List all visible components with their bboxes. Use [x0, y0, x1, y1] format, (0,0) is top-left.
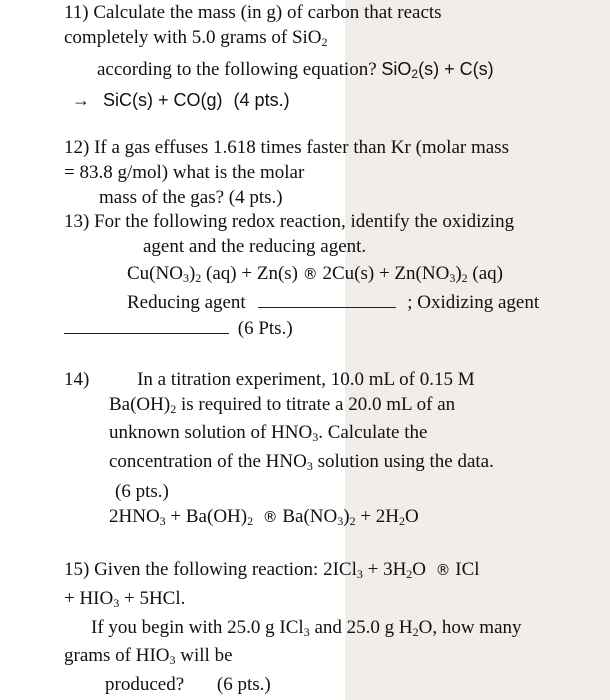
q13-eq-sub: 2: [461, 271, 468, 285]
q15-line-3: [91, 617, 522, 639]
q13-line-1: [64, 211, 514, 233]
q13-line-2: [143, 236, 366, 258]
reaction-symbol-icon: ®: [262, 508, 278, 526]
q13-eq-part: (aq): [467, 263, 503, 284]
q13-eq-sub: 3: [182, 271, 189, 285]
q13-equation: [127, 263, 503, 285]
q11-eq-sub: 2: [411, 67, 419, 81]
q15-text: and 25.0 g H: [309, 617, 413, 638]
q14-text: Ba(OH): [109, 394, 171, 415]
q15-sub: 3: [303, 625, 310, 639]
q15-text: If you begin with 25.0 g ICl: [91, 617, 304, 638]
q15-sub: 3: [169, 653, 176, 667]
q15-sub: 2: [406, 567, 413, 581]
q15-sub: 2: [412, 625, 419, 639]
q14-line-1: [64, 369, 475, 391]
q12-line-1: [64, 137, 509, 159]
q14-text: . Calculate the: [318, 422, 428, 443]
q14-equation: [109, 506, 419, 528]
q14-line-3: [109, 422, 427, 444]
q12-line-2: [64, 162, 304, 184]
q14-sub: 3: [306, 459, 313, 473]
q15-text: + HIO: [64, 588, 114, 609]
reducing-agent-blank[interactable]: [258, 291, 396, 308]
reaction-symbol-icon: ®: [435, 561, 451, 579]
q13-eq-sub: 3: [449, 271, 456, 285]
q11-text-1: 11) Calculate the mass (in g) of carbon that reacts: [64, 2, 442, 23]
q14-text: solution using the data.: [312, 451, 494, 472]
q11-text-2: completely with 5.0 grams of SiO: [64, 27, 322, 48]
q13-eq-part: 2Cu(s) + Zn(NO: [317, 263, 450, 284]
oxidizing-agent-label: ; Oxidizing agent: [407, 292, 540, 313]
q13-text-1: 13) For the following redox reaction, identify the oxidizing: [64, 211, 515, 232]
q13-eq-part: (aq) + Zn(s): [201, 263, 303, 284]
q15-line-5: [105, 674, 271, 696]
reaction-arrow-icon: →: [72, 90, 90, 110]
q15-text: will be: [175, 645, 233, 666]
q11-text-3: according to the following equation?: [97, 59, 377, 80]
q14-eq-sub: 3: [337, 514, 344, 528]
q15-text: O: [412, 559, 431, 580]
q14-eq-sub: 3: [159, 514, 166, 528]
q14-eq-sub: 2: [399, 514, 405, 528]
q15-points: (6 pts.): [216, 674, 271, 695]
q14-text: unknown solution of HNO: [109, 422, 313, 443]
q14-text: is required to titrate a 20.0 mL of an: [176, 394, 456, 415]
q13-eq-sub: 2: [195, 271, 202, 285]
q11-points: (4 pts.): [233, 90, 290, 110]
q11-eq-c: (s) + C(s): [418, 59, 494, 79]
q15-text: ICl: [450, 559, 480, 580]
q13-answer-line-2: [64, 317, 293, 340]
q14-sub: 2: [170, 402, 177, 416]
reducing-agent-label: Reducing agent: [127, 292, 246, 313]
q12-text-3: mass of the gas? (4 pts.): [99, 187, 283, 208]
q14-points: (6 pts.): [115, 481, 169, 502]
reaction-symbol-icon: ®: [302, 265, 318, 283]
q14-sub: 3: [312, 430, 319, 444]
q11-line-4: [72, 89, 290, 111]
q13-eq-part: ): [188, 263, 196, 284]
q12-text-2: = 83.8 g/mol) what is the molar: [64, 162, 305, 183]
q14-text: concentration of the HNO: [109, 451, 307, 472]
q15-text: 15) Given the following reaction: 2ICl: [64, 559, 357, 580]
oxidizing-agent-blank[interactable]: [64, 317, 229, 334]
q11-line-1: [64, 2, 442, 24]
q13-points: (6 Pts.): [237, 318, 293, 339]
q11-sub: 2: [321, 35, 328, 49]
q14-eq-sub: 2: [247, 514, 254, 528]
q15-text: O, how many: [418, 617, 522, 638]
q13-text-2: agent and the reducing agent.: [143, 236, 367, 257]
q14-line-4: [109, 451, 494, 473]
q14-text-1: In a titration experiment, 10.0 mL of 0.15 M: [137, 369, 475, 390]
q11-eq-sio: SiO: [381, 59, 412, 79]
q14-number: 14): [64, 369, 90, 390]
q14-eq-part: + 2H: [355, 506, 399, 527]
q15-text: grams of HIO: [64, 645, 170, 666]
q15-line-4: [64, 645, 233, 667]
q11-line-2: [64, 27, 328, 49]
q13-eq-part: ): [455, 263, 462, 284]
q13-eq-part: Cu(NO: [127, 263, 183, 284]
q15-text: + 5HCl.: [119, 588, 186, 609]
q11-line-3: [97, 58, 494, 81]
q14-eq-part: ): [343, 506, 350, 527]
q14-eq-part: O: [405, 506, 419, 527]
q15-line-2: [64, 588, 185, 610]
q15-text: produced?: [105, 674, 185, 695]
q14-line-5: [115, 481, 169, 503]
q14-line-2: [109, 394, 455, 416]
q12-line-3: [99, 187, 283, 209]
q11-equation-reactants: [381, 59, 493, 79]
q11-eq-products: SiC(s) + CO(g): [103, 90, 223, 110]
q15-text: + 3H: [362, 559, 407, 580]
q12-text-1: 12) If a gas effuses 1.618 times faster than Kr (molar mass: [64, 137, 509, 158]
q14-eq-part: + Ba(OH): [165, 506, 248, 527]
q15-sub: 3: [113, 596, 120, 610]
q15-sub: 3: [356, 567, 363, 581]
q13-answer-line: [127, 291, 539, 314]
q14-eq-part: 2HNO: [109, 506, 160, 527]
q14-eq-part: Ba(NO: [277, 506, 338, 527]
q15-line-1: [64, 559, 480, 581]
q14-eq-sub: 2: [349, 514, 356, 528]
page-background-right: [345, 0, 610, 700]
